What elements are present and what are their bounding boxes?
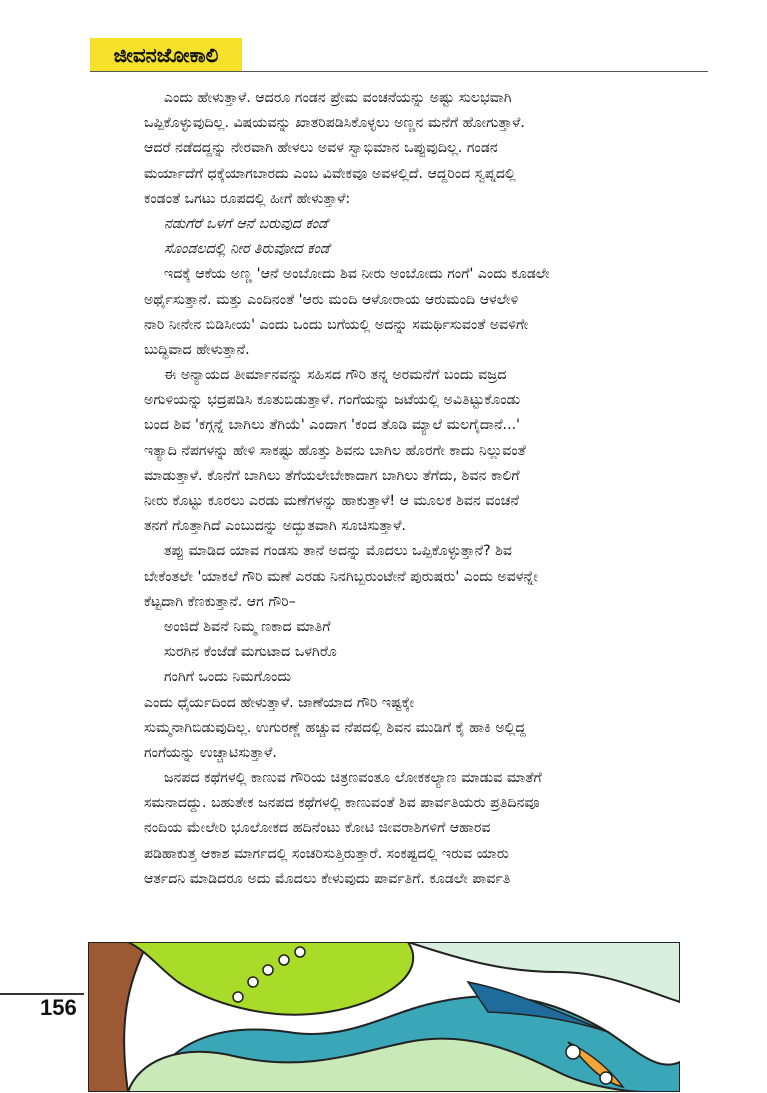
verse-line: ಸೊಂಡಲದಲ್ಲಿ ನೀರ ತಿರುವೋದ ಕಂಡೆ [164, 241, 330, 258]
verse-1 [144, 212, 684, 262]
paragraph-6 [144, 766, 684, 892]
text-line: ಆದರೆ ನಡೆದದ್ದನ್ನು ನೇರವಾಗಿ ಹೇಳಲು ಅವಳ ಸ್ವಾಭಿಮಾನ ಒಪ್ಪುವುದಿಲ್ಲ. ಗಂಡನ [144, 140, 498, 157]
verse-line: ನಡುಗೆರೆ ಒಳಗೆ ಆನೆ ಬರುವುದ ಕಂಡೆ [164, 215, 328, 232]
text-line: ಬಂದ ಶಿವ 'ಕಗ್ಗನ್ನೆ ಬಾಗಿಲು ತೆಗಿಯೆ' ಎಂದಾಗ 'ಕಂದ ತೊಡಿ ಮ್ಯಾಲೆ ಮಲಗೈದಾನೆ...' [144, 417, 520, 434]
verse-line: ಸುರಗಿನ ಕೆಂಜೆಡೆ ಮಗುಟಾದ ಒಳಗಿರೊ [164, 644, 337, 661]
text-line: ಅರ್ಥೈಸುತ್ತಾನೆ. ಮತ್ತು ಎಂದಿನಂತೆ 'ಆರು ಮಂದಿ ಆಳೋರಾಯ ಆರುಮಂದಿ ಆಳಲೇಳಿ [144, 291, 519, 308]
running-header [90, 38, 242, 72]
text-line: ಬುದ್ಧಿವಾದ ಹೇಳುತ್ತಾನೆ. [144, 341, 250, 358]
text-line: ನಂದಿಯ ಮೇಲೇರಿ ಭೂಲೋಕದ ಹದಿನೆಂಟು ಕೋಟಿ ಜೀವರಾಶಿಗಳಿಗೆ ಆಹಾರವ [144, 820, 491, 837]
text-line: ಗಂಗೆಯನ್ನು ಉಚ್ಚಾಟಿಸುತ್ತಾಳೆ. [144, 744, 277, 761]
text-line: ನೀರು ಕೊಟ್ಟು ಕೂರಲು ಎರಡು ಮಣೆಗಳನ್ನು ಹಾಕುತ್ತಾಳೆ! ಆ ಮೂಲಕ ಶಿವನ ವಂಚನೆ [144, 493, 519, 509]
verse-2 [144, 615, 684, 691]
text-line: ಆರ್ತದನಿ ಮಾಡಿದರೂ ಅದು ಮೊದಲು ಕೇಳುವುದು ಪಾರ್ವತಿಗೆ. ಕೂಡಲೇ ಪಾರ್ವತಿ [144, 870, 511, 887]
text-line: ಎಂದು ಧೈರ್ಯದಿಂದ ಹೇಳುತ್ತಾಳೆ. ಜಾಣೆಯಾದ ಗೌರಿ ಇಷ್ಟಕ್ಕೇ [144, 694, 415, 711]
text-line: ಜನಪದ ಕಥೆಗಳಲ್ಲಿ ಕಾಣುವ ಗೌರಿಯ ಚಿತ್ರಣವಂತೂ ಲೋಕಕಲ್ಯಾಣ ಮಾಡುವ ಮಾತೆಗೆ [164, 770, 542, 787]
header-divider [90, 71, 708, 72]
paragraph-2 [144, 262, 684, 363]
text-line: ಮರ್ಯಾದೆಗೆ ಧಕ್ಕೆಯಾಗಬಾರದು ಎಂಬ ವಿವೇಕವೂ ಅವಳಲ್ಲಿದೆ. ಆದ್ದರಿಂದ ಸ್ವಪ್ನದಲ್ಲಿ [144, 165, 516, 182]
text-line: ಮಾಡುತ್ತಾಳೆ. ಕೊನೆಗೆ ಬಾಗಿಲು ತೆಗೆಯಲೇಬೇಕಾದಾಗ ಬಾಗಿಲು ತೆಗೆದು, ಶಿವನ ಕಾಲಿಗೆ [144, 467, 520, 484]
paragraph-4 [144, 539, 684, 615]
text-line: ಎಂದು ಹೇಳುತ್ತಾಳೆ. ಆದರೂ ಗಂಡನ ಪ್ರೇಮ ವಂಚನೆಯನ್ನು ಅಷ್ಟು ಸುಲಭವಾಗಿ [164, 90, 512, 106]
running-header-title: ಜೀವನಜೋಕಾಲಿ [113, 43, 219, 67]
verse-line: ಅಂಜಿದೆ ಶಿವನೆ ನಿಮ್ಮ ಣಕಾದ ಮಾತಿಗೆ [164, 618, 331, 635]
paragraph-5 [144, 691, 684, 767]
text-line: ಸಮನಾದದ್ದು. ಬಹುತೇಕ ಜನಪದ ಕಥೆಗಳಲ್ಲಿ ಕಾಣುವಂತೆ ಶಿವ ಪಾರ್ವತಿಯರು ಪ್ರತಿದಿನವೂ [144, 795, 540, 812]
paragraph-3 [144, 363, 684, 539]
text-line: ಬೇಕೆಂತಲೇ 'ಯಾಕಲೆ ಗೌರಿ ಮಣೆ ಎರಡು ನಿನಗಿಬ್ಬರುಂಟೇನೆ ಪುರುಷರು' ಎಂದು ಅವಳನ್ನೇ [144, 568, 538, 585]
decorative-illustration [88, 942, 680, 1092]
text-line: ಪಡಿಹಾಕುತ್ತ ಆಕಾಶ ಮಾರ್ಗದಲ್ಲಿ ಸಂಚರಿಸುತ್ತಿರುತ್ತಾರೆ. ಸಂಕಷ್ಟದಲ್ಲಿ ಇರುವ ಯಾರು [144, 845, 509, 862]
text-line: ಇದಕ್ಕೆ ಆಕೆಯ ಅಣ್ಣ 'ಆನೆ ಅಂಬೋದು ಶಿವ ನೀರು ಅಂಬೋದು ಗಂಗೆ' ಎಂದು ಕೂಡಲೇ [164, 266, 550, 283]
verse-line: ಗಂಗಿಗೆ ಒಂದು ನಿಮಗೊಂದು [164, 669, 292, 686]
body-text [144, 86, 684, 892]
text-line: ಒಪ್ಪಿಕೊಳ್ಳುವುದಿಲ್ಲ. ವಿಷಯವನ್ನು ಖಾತರಿಪಡಿಸಿಕೊಳ್ಳಲು ಅಣ್ಣನ ಮನೆಗೆ ಹೋಗುತ್ತಾಳೆ. [144, 115, 525, 132]
text-line: ಅಗುಳಿಯನ್ನು ಭದ್ರಪಡಿಸಿ ಕೂತುಬಿಡುತ್ತಾಳೆ. ಗಂಗೆಯನ್ನು ಜಟೆಯಲ್ಲಿ ಅವಿತಿಟ್ಟುಕೊಂಡು [144, 392, 521, 409]
text-line: ನಾರಿ ನೀನೇನ ಬಿಡಿಸೀಯ' ಎಂದು ಒಂದು ಬಗೆಯಲ್ಲಿ ಅದನ್ನು ಸಮರ್ಥಿಸುವಂತೆ ಅವಳಿಗೇ [144, 316, 529, 333]
paragraph-1 [144, 86, 684, 212]
page-number: 156 [40, 995, 77, 1020]
text-line: ಈ ಅನ್ಯಾಯದ ತೀರ್ಮಾನವನ್ನು ಸಹಿಸದ ಗೌರಿ ತನ್ನ ಅರಮನೆಗೆ ಬಂದು ವಜ್ರದ [164, 367, 507, 384]
text-line: ಇತ್ಯಾದಿ ನೆಪಗಳನ್ನು ಹೇಳಿ ಸಾಕಷ್ಟು ಹೊತ್ತು ಶಿವನು ಬಾಗಿಲ ಹೊರಗೇ ಕಾದು ನಿಲ್ಲುವಂತೆ [144, 442, 526, 459]
text-line: ತಪ್ಪು ಮಾಡಿದ ಯಾವ ಗಂಡಸು ತಾನೆ ಅದನ್ನು ಮೊದಲು ಒಪ್ಪಿಕೊಳ್ಳುತ್ತಾನೆ? ಶಿವ [164, 543, 513, 560]
text-line: ಕಂಡಂತೆ ಒಗಟು ರೂಪದಲ್ಲಿ ಹೀಗೆ ಹೇಳುತ್ತಾಳೆ: [144, 190, 351, 207]
text-line: ಕೆಟ್ಟದಾಗಿ ಕೆಣಕುತ್ತಾನೆ. ಆಗ ಗೌರಿ– [144, 593, 296, 610]
text-line: ಸುಮ್ಮನಾಗಿಬಿಡುವುದಿಲ್ಲ. ಉಗುರಣ್ಣೆ ಹಚ್ಚುವ ನೆಪದಲ್ಲಿ ಶಿವನ ಮುಡಿಗೆ ಕೈ ಹಾಕಿ ಅಲ್ಲಿದ್ದ [144, 719, 526, 736]
text-line: ತನಗೆ ಗೊತ್ತಾಗಿದೆ ಎಂಬುದನ್ನು ಅದ್ಭುತವಾಗಿ ಸೂಚಿಸುತ್ತಾಳೆ. [144, 518, 406, 535]
